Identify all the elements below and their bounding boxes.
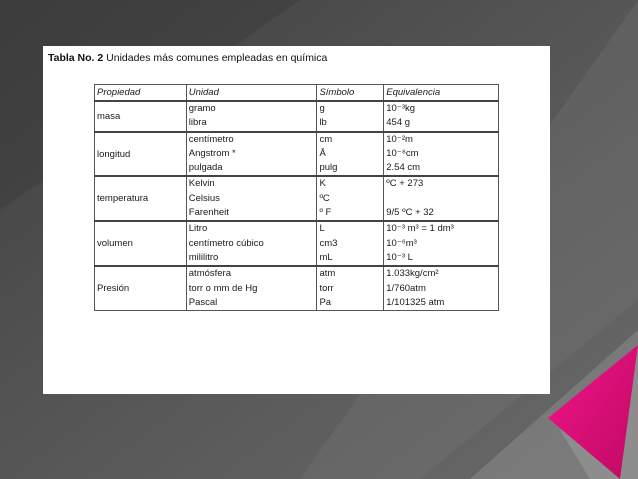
cell-symbol-line: pulg — [319, 162, 338, 174]
cell-equivalence-line: 454 g — [386, 117, 411, 129]
cell-symbol — [317, 176, 384, 221]
cell-unit-line: libra — [188, 117, 207, 129]
cell-unit-line: Farenheit — [188, 207, 229, 219]
cell-equivalence-line: 2.54 cm — [386, 162, 421, 174]
cell-equivalence-line: 1.033kg/cm² — [386, 268, 439, 280]
cell-unit-line: centímetro — [188, 133, 234, 145]
cell-equivalence-line — [386, 192, 496, 206]
cell-symbol-line: L — [319, 223, 325, 235]
cell-unit-line: Angstrom * — [188, 147, 236, 159]
cell-unit-line: Litro — [188, 223, 208, 235]
header-property: Propiedad — [95, 85, 187, 102]
cell-equivalence-line: 1/101325 atm — [386, 296, 445, 308]
cell-symbol-line: mL — [319, 251, 333, 263]
cell-unit — [186, 132, 317, 177]
cell-equivalence-line: 10⁻³ L — [386, 251, 413, 263]
cell-unit — [186, 266, 317, 310]
table-row — [95, 221, 499, 266]
cell-symbol-line: lb — [319, 117, 327, 129]
cell-equivalence-line: 10⁻²m — [386, 133, 413, 145]
table-row — [95, 266, 499, 310]
cell-unit — [186, 101, 317, 132]
table-row — [95, 101, 499, 132]
header-unit: Unidad — [186, 85, 317, 102]
cell-unit-line: centímetro cúbico — [188, 237, 264, 249]
cell-unit-line: Celsius — [188, 192, 220, 204]
cell-symbol — [317, 266, 384, 310]
cell-equivalence-line: 10⁻³ m³ = 1 dm³ — [386, 223, 454, 235]
cell-symbol — [317, 132, 384, 177]
cell-unit-line: gramo — [188, 103, 216, 114]
cell-symbol-line: ºC — [319, 192, 330, 204]
cell-equivalence-line: ºC + 273 — [386, 178, 424, 190]
cell-equivalence — [384, 266, 499, 310]
cell-symbol-line: atm — [319, 268, 336, 280]
cell-symbol-line: cm3 — [319, 237, 338, 249]
header-equivalence: Equivalencia — [384, 85, 499, 102]
table-body — [95, 101, 499, 311]
table-header-row — [95, 85, 499, 102]
cell-unit-line: mililitro — [188, 251, 219, 263]
cell-unit-line: atmósfera — [188, 268, 232, 280]
cell-equivalence-line: 10⁻⁸cm — [386, 147, 419, 159]
cell-symbol-line: g — [319, 103, 325, 114]
units-table — [94, 84, 499, 311]
cell-property: Presión — [95, 266, 187, 310]
cell-symbol-line: º F — [319, 207, 332, 219]
cell-equivalence-line: 10⁻⁶m³ — [386, 237, 417, 249]
cell-equivalence — [384, 176, 499, 221]
cell-unit-line: Pascal — [188, 296, 218, 308]
cell-equivalence — [384, 221, 499, 266]
cell-equivalence-line: 1/760atm — [386, 282, 426, 294]
cell-unit — [186, 221, 317, 266]
cell-property: volumen — [95, 221, 187, 266]
cell-equivalence — [384, 132, 499, 177]
cell-symbol-line: torr — [319, 282, 334, 294]
caption-label: Tabla No. 2 — [48, 52, 104, 64]
cell-unit-line: torr o mm de Hg — [188, 282, 258, 294]
cell-equivalence — [384, 101, 499, 132]
cell-symbol — [317, 221, 384, 266]
cell-property: longitud — [95, 132, 187, 177]
cell-symbol — [317, 101, 384, 132]
cell-property: temperatura — [95, 176, 187, 221]
cell-unit-line: Kelvin — [188, 178, 215, 190]
header-symbol: Símbolo — [317, 85, 384, 102]
cell-equivalence-line: 10⁻³kg — [386, 103, 416, 114]
table-card — [43, 46, 550, 394]
table-row — [95, 132, 499, 177]
table-row — [95, 176, 499, 221]
cell-symbol-line: cm — [319, 133, 333, 145]
cell-unit-line: pulgada — [188, 162, 223, 174]
cell-symbol-line: Å — [319, 147, 326, 159]
cell-property: masa — [95, 101, 187, 132]
cell-symbol-line: Pa — [319, 296, 332, 308]
cell-symbol-line: K — [319, 178, 326, 190]
cell-equivalence-line: 9/5 ºC + 32 — [386, 207, 434, 219]
cell-unit — [186, 176, 317, 221]
table-caption — [48, 52, 327, 64]
caption-text: Unidades más comunes empleadas en química — [106, 52, 328, 64]
